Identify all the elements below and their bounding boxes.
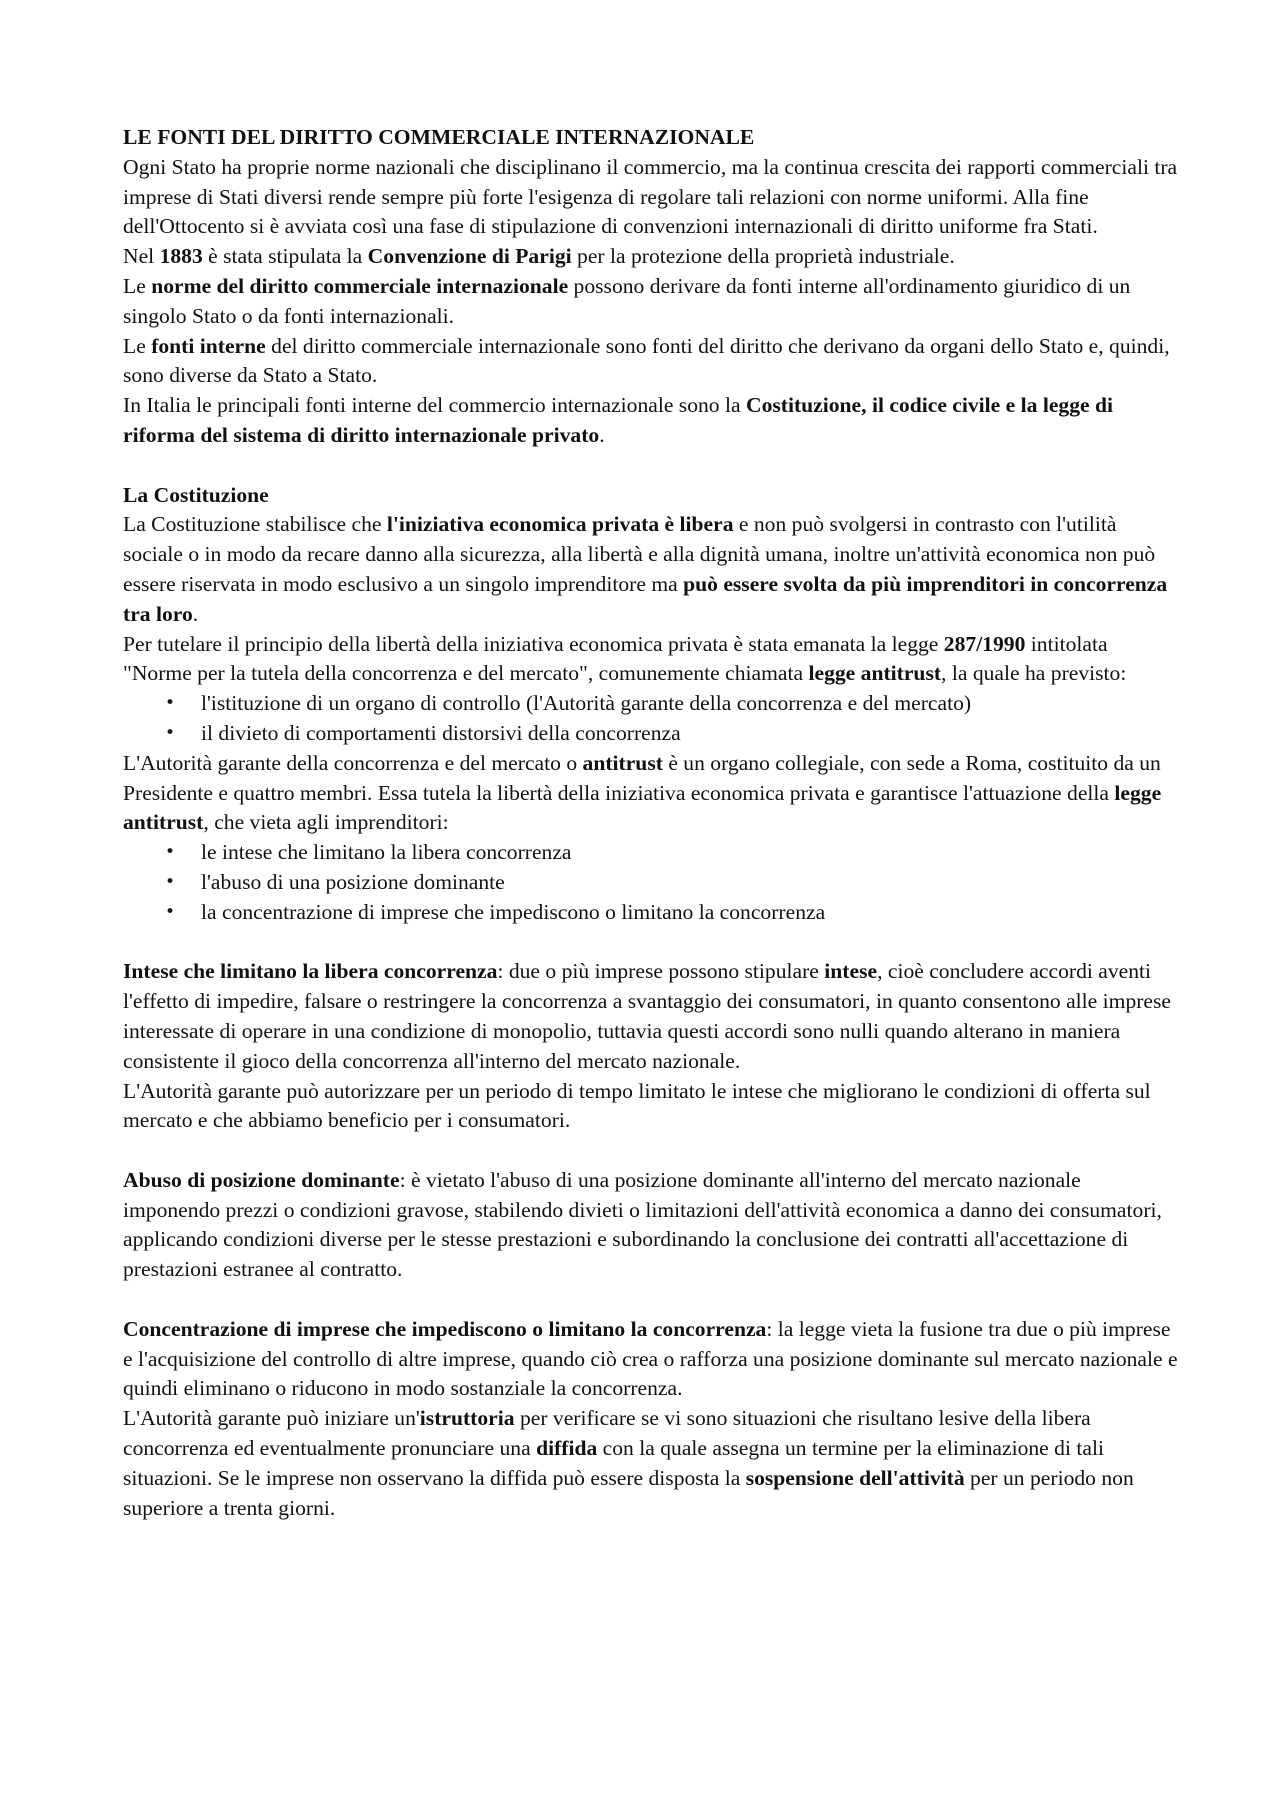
bullet-icon: • <box>165 842 176 863</box>
blank-line <box>123 1285 1180 1315</box>
bullet-icon: • <box>165 901 176 922</box>
concentrazione-paragraph-1: Concentrazione di imprese che impediscono o limitano la concorrenza: la legge vieta la fusione tra due o più imprese e l'acquisizione del controllo di altre imprese, quando ciò crea o rafforza una posizione dominante sul mercato nazionale e quindi eliminano o riducono in modo sostanziale la concorrenza. <box>123 1316 1178 1401</box>
bullet-icon: • <box>165 722 176 743</box>
blank-line <box>123 451 1180 481</box>
intese-paragraph-1: Intese che limitano la libera concorrenza: due o più imprese possono stipulare intese, cioè concludere accordi aventi l'effetto di impedire, falsare o restringere la concorrenza a svantaggio dei consumatori, in quanto consentono alle imprese interessate di operare in una condizione di monopolio, tuttavia questi accordi sono nulli quando alterano in maniera consistente il gioco della concorrenza all'interno del mercato nazionale. <box>123 959 1172 1073</box>
blank-line <box>123 928 1180 958</box>
costituzione-paragraph-1: La Costituzione stabilisce che l'iniziativa economica privata è libera e non può svolgersi in contrasto con l'utilità sociale o in modo da recare danno alla sicurezza, alla libertà e alla dignità umana, inoltre un'attività economica non può essere riservata in modo esclusivo a un singolo imprenditore ma può essere svolta da più imprenditori in concorrenza tra loro. <box>123 512 1168 626</box>
list-item: • l'abuso di una posizione dominante <box>165 868 1180 898</box>
costituzione-paragraph-2: Per tutelare il principio della libertà della iniziativa economica privata è stata emanata la legge 287/1990 intitolata "Norme per la tutela della concorrenza e del mercato", comunemente chiamata legge antitrust, la quale ha previsto: <box>123 631 1127 686</box>
list-item: • il divieto di comportamenti distorsivi della concorrenza <box>165 719 1180 749</box>
bullet-list-legge-antitrust <box>123 689 1180 749</box>
intese-paragraph-2: L'Autorità garante può autorizzare per un periodo di tempo limitato le intese che migliorano le condizioni di offerta sul mercato e che abbiamo beneficio per i consumatori. <box>123 1078 1151 1133</box>
list-item: • l'istituzione di un organo di controllo (l'Autorità garante della concorrenza e del mercato) <box>165 689 1180 719</box>
costituzione-paragraph-3: L'Autorità garante della concorrenza e del mercato o antitrust è un organo collegiale, con sede a Roma, costituito da un Presidente e quattro membri. Essa tutela la libertà della iniziativa economica privata e garantisce l'attuazione della legge antitrust, che vieta agli imprenditori: <box>123 750 1162 835</box>
intro-paragraph-3: Le norme del diritto commerciale internazionale possono derivare da fonti interne all'ordinamento giuridico di un singolo Stato o da fonti internazionali. <box>123 273 1131 328</box>
blank-line <box>123 1136 1180 1166</box>
intro-paragraph-5: In Italia le principali fonti interne del commercio internazionale sono la Costituzione, il codice civile e la legge di riforma del sistema di diritto internazionale privato. <box>123 393 1114 447</box>
concentrazione-paragraph-2: L'Autorità garante può iniziare un'istruttoria per verificare se vi sono situazioni che risultano lesive della libera concorrenza ed eventualmente pronunciare una diffida con la quale assegna un termine per la eliminazione di tali situazioni. Se le imprese non osservano la diffida può essere disposta la sospensione dell'attività per un periodo non superiore a trenta giorni. <box>123 1406 1134 1520</box>
abuso-paragraph: Abuso di posizione dominante: è vietato l'abuso di una posizione dominante all'interno del mercato nazionale imponendo prezzi o condizioni gravose, stabilendo divieti o limitazioni dell'attività economica a danno dei consumatori, applicando condizioni diverse per le stesse prestazioni e subordinando la conclusione dei contratti all'accettazione di prestazioni estranee al contratto. <box>123 1167 1162 1282</box>
bullet-icon: • <box>165 693 176 714</box>
intro-paragraph-2: Nel 1883 è stata stipulata la Convenzione di Parigi per la protezione della proprietà industriale. <box>123 244 955 269</box>
bullet-list-divieti <box>123 838 1180 927</box>
intro-paragraph-1: Ogni Stato ha proprie norme nazionali che disciplinano il commercio, ma la continua crescita dei rapporti commerciali tra imprese di Stati diversi rende sempre più forte l'esigenza di regolare tali relazioni con norme uniformi. Alla fine dell'Ottocento si è avviata così una fase di stipulazione di convenzioni internazionali di diritto uniforme fra Stati. <box>123 154 1178 239</box>
list-item: • la concentrazione di imprese che impediscono o limitano la concorrenza <box>165 898 1180 928</box>
intro-paragraph-4: Le fonti interne del diritto commerciale internazionale sono fonti del diritto che derivano da organi dello Stato e, quindi, sono diverse da Stato a Stato. <box>123 333 1170 388</box>
document-title: LE FONTI DEL DIRITTO COMMERCIALE INTERNAZIONALE <box>123 125 755 149</box>
section-heading-costituzione: La Costituzione <box>123 482 269 507</box>
list-item: • le intese che limitano la libera concorrenza <box>165 838 1180 868</box>
bullet-icon: • <box>165 871 176 892</box>
